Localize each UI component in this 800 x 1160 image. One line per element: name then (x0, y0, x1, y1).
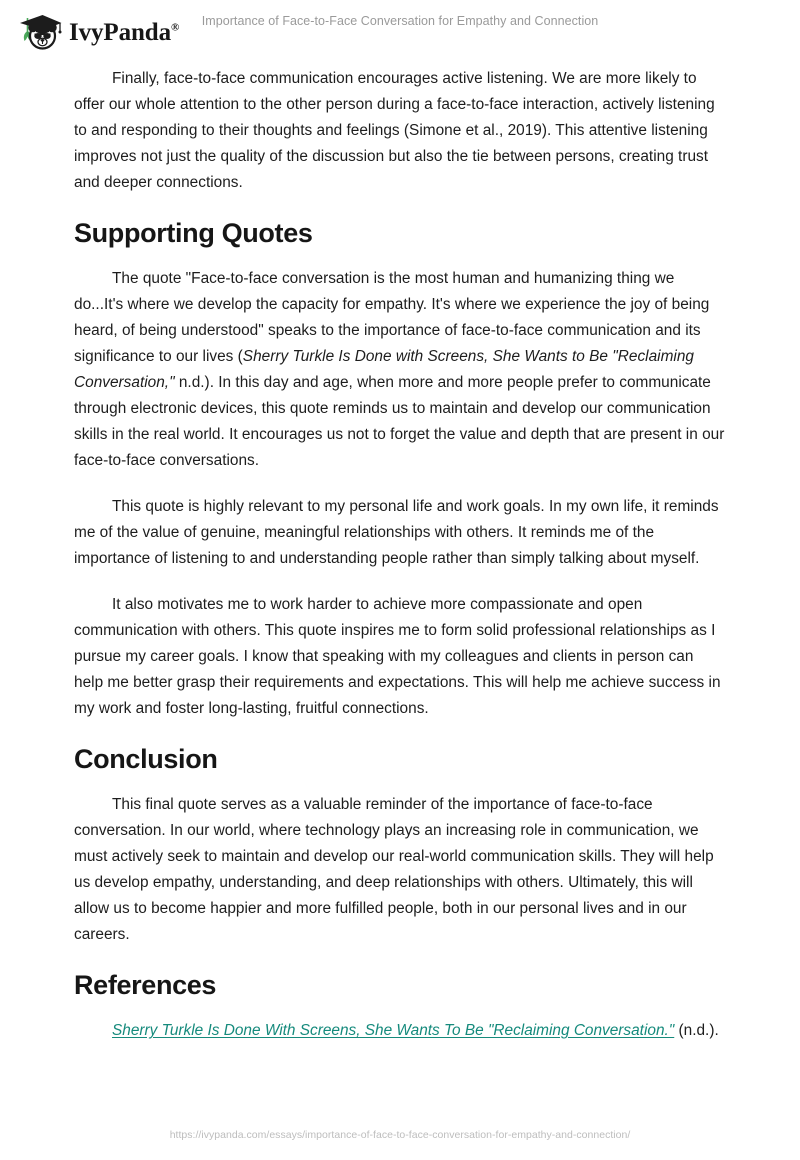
registered-mark: ® (171, 21, 180, 34)
heading-conclusion: Conclusion (74, 744, 218, 774)
brand-name-text: IvyPanda (69, 18, 172, 46)
quote-text-before-citation: The quote "Face-to-face conversation is the most human and humanizing thing we do...It's where we develop the capacity for empathy. It's where we experience the joy of being heard, of being understood" speaks to the importance of face-to-face communication and its significance to our lives ( (74, 270, 710, 365)
heading-references: References (74, 970, 217, 1000)
page-footer (0, 1125, 800, 1143)
reference-entry (74, 1018, 726, 1044)
quote-text-after-citation: n.d.). In this day and age, when more and more people prefer to communicate through electronic devices, this quote reminds us to maintain and develop our communication skills in the real world. It encourages us not to forget the value and depth that are present in our face-to-face conversations. (74, 374, 725, 469)
paragraph-quote-analysis (74, 266, 726, 474)
footer-source-url: https://ivypanda.com/essays/importance-of-face-to-face-conversation-for-empathy-and-connection/ (169, 1129, 631, 1141)
document-title-header: Importance of Face-to-Face Conversation for Empathy and Connection (201, 14, 599, 28)
document-content (74, 66, 726, 1044)
reference-link[interactable]: Sherry Turkle Is Done With Screens, She Wants To Be "Reclaiming Conversation." (112, 1022, 675, 1039)
heading-supporting-quotes: Supporting Quotes (74, 218, 313, 248)
reference-date: (n.d.). (674, 1022, 719, 1039)
citation-italic-title: Sherry Turkle Is Done with Screens, She Wants to Be "Reclaiming Conversation," (74, 348, 694, 391)
paragraph-conclusion: This final quote serves as a valuable reminder of the importance of face-to-face conversation. In our world, where technology plays an increasing role in communication, we must actively seek to maintain and develop our real-world communication skills. They will help us develop empathy, understanding, and deep relationships with others. Ultimately, this will allow us to become happier and more fulfilled people, both in our personal lives and in our careers. (74, 796, 714, 943)
paragraph-personal-relevance: This quote is highly relevant to my personal life and work goals. In my own life, it reminds me of the value of genuine, meaningful relationships with others. It reminds me of the importance of listening to and understanding people rather than simply talking about myself. (74, 498, 719, 567)
intro-paragraph: Finally, face-to-face communication encourages active listening. We are more likely to offer our whole attention to the other person during a face-to-face interaction, actively listening to and responding to their thoughts and feelings (Simone et al., 2019). This attentive listening improves not just the quality of the discussion but also the tie between persons, creating trust and deeper connections. (74, 70, 715, 191)
paragraph-professional-motivation: It also motivates me to work harder to achieve more compassionate and open communication with others. This quote inspires me to form solid professional relationships as I pursue my career goals. I know that speaking with my colleagues and clients in person can help me better grasp their requirements and expectations. This will help me achieve success in my work and foster long-lasting, fruitful connections. (74, 596, 721, 717)
page-header (0, 0, 800, 62)
